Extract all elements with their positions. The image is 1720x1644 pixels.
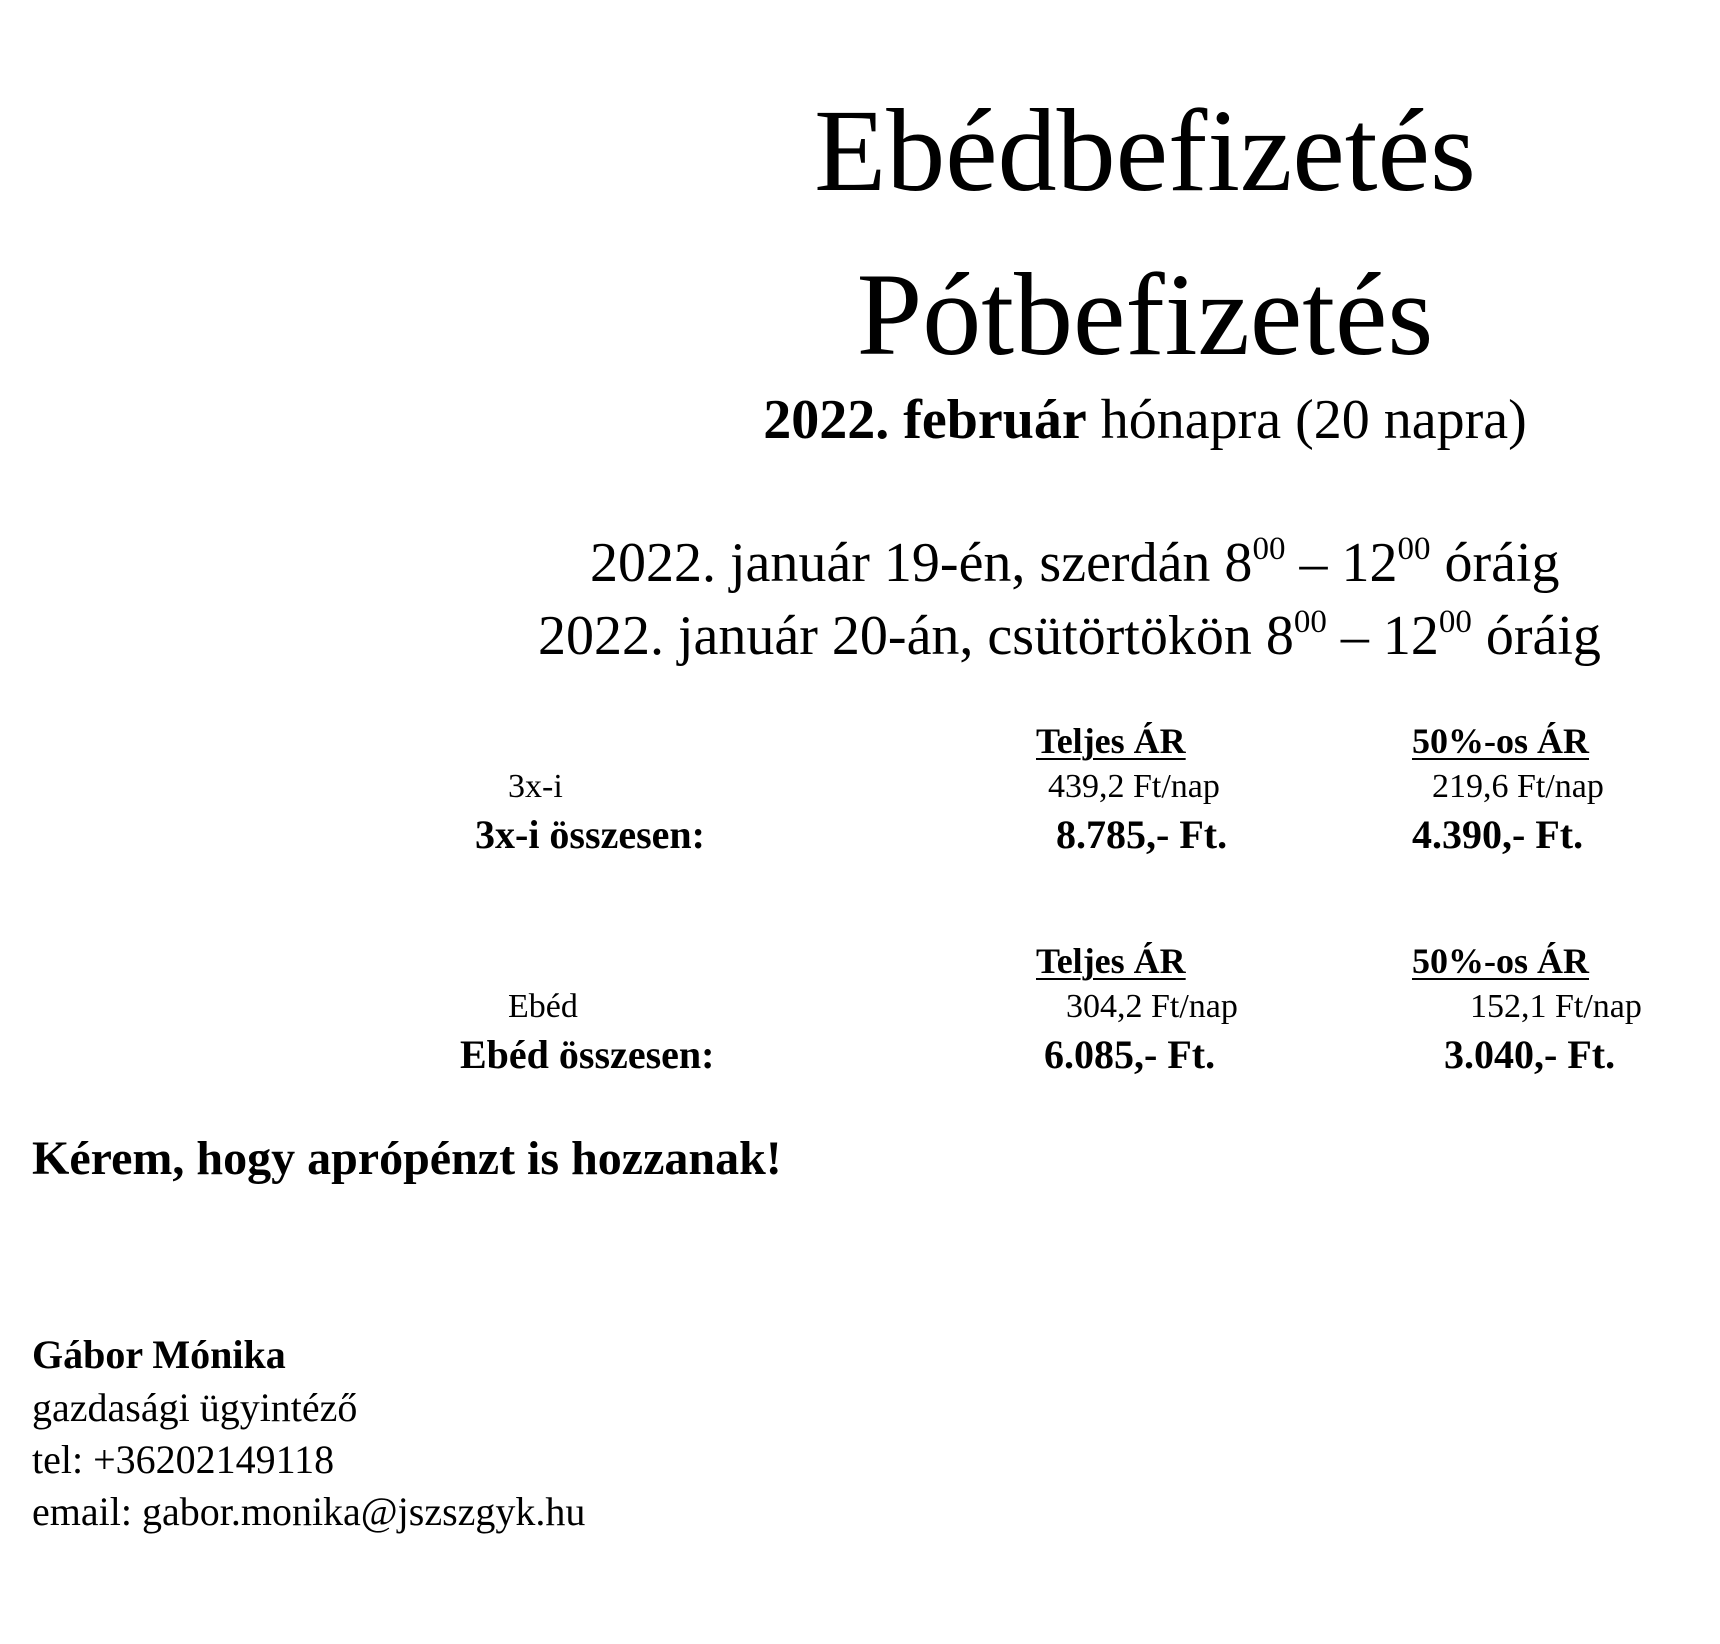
- total-label: 3x-i összesen:: [475, 812, 705, 857]
- full-daily-price: 304,2 Ft/nap: [1066, 988, 1238, 1025]
- item-label: 3x-i: [508, 768, 563, 805]
- change-note: Kérem, hogy aprópénzt is hozzanak!: [32, 1132, 782, 1185]
- half-daily-price: 152,1 Ft/nap: [1470, 988, 1642, 1025]
- total-label: Ebéd összesen:: [460, 1032, 715, 1077]
- month-rest: hónapra (20 napra): [1086, 389, 1527, 451]
- payment-date-2: [538, 604, 1601, 667]
- end-minutes: 00: [1397, 531, 1431, 567]
- date-suffix: óráig: [1471, 605, 1601, 667]
- full-total: 6.085,- Ft.: [1044, 1032, 1216, 1077]
- date-text: 2022. január 19-én, szerdán 8: [590, 532, 1253, 594]
- half-daily-price: 219,6 Ft/nap: [1432, 768, 1604, 805]
- contact-phone: tel: +36202149118: [32, 1437, 335, 1482]
- contact-email: email: gabor.monika@jszszgyk.hu: [32, 1489, 586, 1534]
- half-total: 4.390,- Ft.: [1412, 812, 1584, 857]
- half-total: 3.040,- Ft.: [1444, 1032, 1616, 1077]
- page-title: Ebédbefizetés: [814, 85, 1476, 216]
- month-line: [0, 389, 1720, 451]
- date-text: 2022. január 20-án, csütörtökön 8: [538, 605, 1294, 667]
- payment-date-1: [590, 531, 1560, 594]
- item-label: Ebéd: [508, 988, 578, 1025]
- half-price-header: 50%-os ÁR: [1412, 941, 1589, 981]
- full-total: 8.785,- Ft.: [1056, 812, 1228, 857]
- half-price-header: 50%-os ÁR: [1412, 721, 1589, 761]
- date-suffix: óráig: [1430, 532, 1560, 594]
- full-price-header: Teljes ÁR: [1036, 941, 1186, 981]
- full-daily-price: 439,2 Ft/nap: [1048, 768, 1220, 805]
- month-label: 2022. február: [763, 389, 1087, 451]
- end-hour: – 12: [1326, 605, 1439, 667]
- end-hour: – 12: [1285, 532, 1398, 594]
- page-subtitle-title: Pótbefizetés: [856, 249, 1434, 380]
- contact-role: gazdasági ügyintéző: [32, 1385, 358, 1430]
- start-minutes: 00: [1252, 531, 1286, 567]
- start-minutes: 00: [1293, 604, 1327, 640]
- full-price-header: Teljes ÁR: [1036, 721, 1186, 761]
- end-minutes: 00: [1438, 604, 1472, 640]
- contact-name: Gábor Mónika: [32, 1332, 286, 1377]
